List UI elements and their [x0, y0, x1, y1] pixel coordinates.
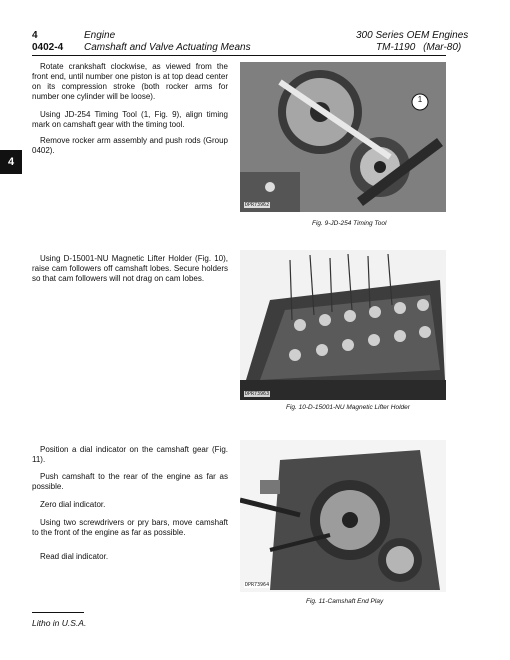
- paragraph: Remove rocker arm assembly and push rods (Group 0402).: [32, 136, 228, 155]
- figure-9-photo-id: DPR73962: [245, 202, 270, 208]
- chapter-title: Engine: [84, 30, 116, 41]
- paragraph: Rotate crankshaft clockwise, as viewed from the front end, until number one piston is at top dead center on its compression stroke (both rocker arms for number one cylinder will be loose).: [32, 62, 228, 101]
- lifter-holder-photo-graphic: [240, 250, 446, 400]
- paragraph: Using two screwdrivers or pry bars, move camshaft to the front of the engine as far as possible.: [32, 518, 228, 537]
- paragraph: Zero dial indicator.: [40, 500, 106, 509]
- figure-10-caption: Fig. 10-D-15001-NU Magnetic Lifter Holder: [286, 404, 410, 411]
- section-title: Camshaft and Valve Actuating Means: [84, 42, 251, 53]
- figure-9-caption: Fig. 9-JD-254 Timing Tool: [312, 220, 387, 227]
- paragraph: Read dial indicator.: [40, 552, 109, 561]
- paragraph: Using D-15001-NU Magnetic Lifter Holder (Fig. 10), raise cam followers off camshaft lobes. Secure holders so that cam followers will not drag on cam lobes.: [32, 254, 228, 283]
- manual-date: (Mar-80): [423, 42, 462, 53]
- header-rule: [32, 55, 446, 56]
- figure-11-photo-id: DPR73964: [245, 582, 270, 588]
- camshaft-end-play-photo-graphic: [240, 440, 446, 592]
- figure-9-photo: [240, 62, 446, 212]
- manual-number: TM-1190: [376, 42, 416, 53]
- footer-text: Litho in U.S.A.: [32, 618, 87, 628]
- figure-10-photo: [240, 250, 446, 400]
- figure-11-photo: [240, 440, 446, 592]
- chapter-tab: 4: [0, 150, 22, 174]
- paragraph: Using JD-254 Timing Tool (1, Fig. 9), align timing mark on camshaft gear with the timing tool.: [32, 110, 228, 129]
- figure-10-photo-id: DPR73963: [245, 391, 270, 397]
- paragraph: Push camshaft to the rear of the engine as far as possible.: [32, 472, 228, 491]
- paragraph: Position a dial indicator on the camshaft gear (Fig. 11).: [32, 445, 228, 464]
- series-title: 300 Series OEM Engines: [356, 30, 469, 41]
- timing-tool-photo-graphic: [240, 62, 446, 212]
- page-number: 4: [32, 30, 38, 41]
- figure-11-caption: Fig. 11-Camshaft End Play: [306, 598, 384, 605]
- section-code: 0402-4: [32, 42, 64, 53]
- footer-rule: [32, 612, 84, 613]
- figure-9-callout: 1: [417, 95, 423, 104]
